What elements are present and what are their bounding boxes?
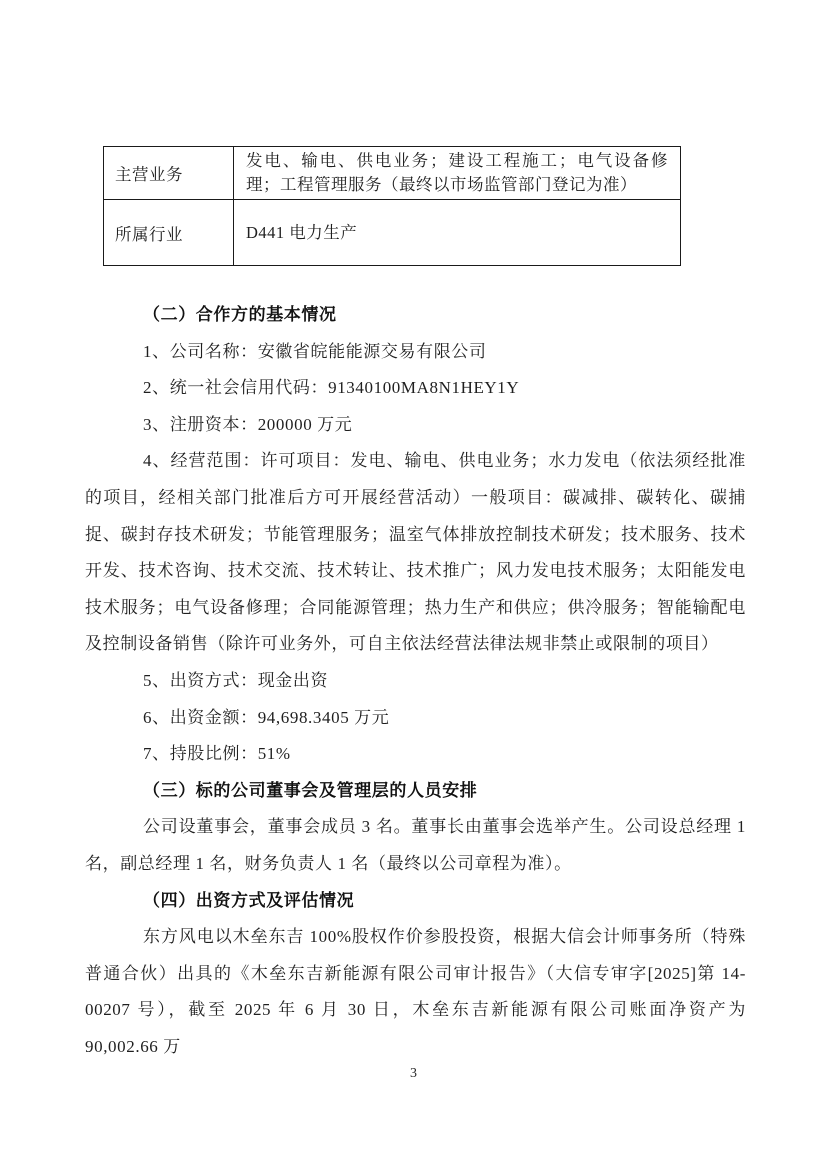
paragraph-company-name: 1、公司名称：安徽省皖能能源交易有限公司 xyxy=(143,341,487,361)
paragraph-contribution-amount: 6、出资金额：94,698.3405 万元 xyxy=(143,707,390,727)
table-value-industry: D441 电力生产 xyxy=(234,200,681,266)
section-heading-partner-basics: （二）合作方的基本情况 xyxy=(143,305,337,324)
section-heading-board-arrangement: （三）标的公司董事会及管理层的人员安排 xyxy=(143,780,478,800)
paragraph-shareholding-ratio: 7、持股比例：51% xyxy=(143,744,291,764)
table-label-industry: 所属行业 xyxy=(104,200,234,266)
document-body xyxy=(85,297,746,1065)
paragraph-valuation-details: 东方风电以木垒东吉 100%股权作价参股投资，根据大信会计师事务所（特殊普通合伙）出具的《木垒东吉新能源有限公司审计报告》（大信专审字[2025]第 14-00207 号），截至 2025 年 6 月 30 日，木垒东吉新能源有限公司账面净资产为 90,002.66 万 xyxy=(85,927,746,1056)
paragraph-credit-code: 2、统一社会信用代码：91340100MA8N1HEY1Y xyxy=(143,378,520,398)
paragraph-business-scope: 4、经营范围：许可项目：发电、输电、供电业务；水力发电（依法须经批准的项目，经相关部门批准后方可开展经营活动）一般项目：碳减排、碳转化、碳捕捉、碳封存技术研发；节能管理服务；温室气体排放控制技术研发；技术服务、技术开发、技术咨询、技术交流、技术转让、技术推广；风力发电技术服务；太阳能发电技术服务；电气设备修理；合同能源管理；热力生产和供应；供冷服务；智能输配电及控制设备销售（除许可业务外，可自主依法经营法律法规非禁止或限制的项目） xyxy=(85,451,746,654)
table-row-industry xyxy=(104,200,681,266)
table-label-main-business: 主营业务 xyxy=(104,147,234,200)
table-value-main-business: 发电、输电、供电业务；建设工程施工；电气设备修理；工程管理服务（最终以市场监管部门登记为准） xyxy=(234,147,681,200)
paragraph-registered-capital: 3、注册资本：200000 万元 xyxy=(143,414,353,434)
paragraph-board-details: 公司设董事会，董事会成员 3 名。董事长由董事会选举产生。公司设总经理 1 名，副总经理 1 名，财务负责人 1 名（最终以公司章程为准）。 xyxy=(85,817,746,873)
table-row-main-business xyxy=(104,147,681,200)
page-number: 3 xyxy=(410,1066,417,1081)
paragraph-contribution-method: 5、出资方式：现金出资 xyxy=(143,670,329,690)
company-info-table xyxy=(103,146,681,266)
section-heading-valuation: （四）出资方式及评估情况 xyxy=(143,890,355,910)
